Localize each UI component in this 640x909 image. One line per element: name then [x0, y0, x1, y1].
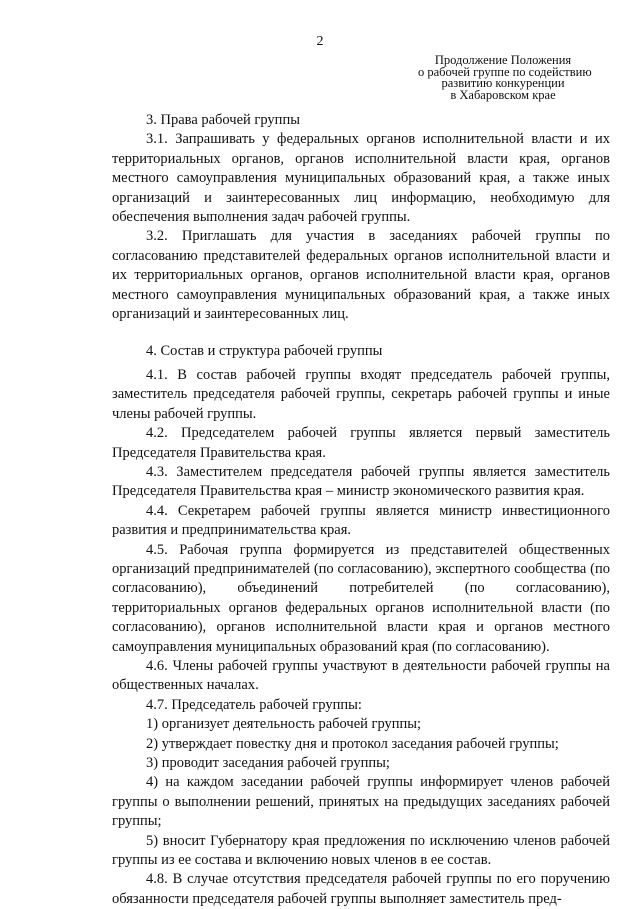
list-item: 3) проводит заседания рабочей группы; — [146, 755, 390, 771]
paragraph: 4.1. В состав рабочей группы входят председатель рабочей группы, заместитель председателя рабочей группы, секретарь рабочей группы и иные члены рабочей группы. — [112, 366, 610, 422]
header-line: Продолжение Положения — [434, 53, 572, 67]
section-title: 3. Права рабочей группы — [146, 112, 300, 128]
page-number: 2 — [316, 34, 324, 49]
paragraph: 4.3. Заместителем председателя рабочей группы является заместитель Председателя Правительства края – министр экономического развития края. — [112, 463, 610, 500]
document-body — [112, 111, 610, 909]
paragraph: 4.5. Рабочая группа формируется из представителей общественных организаций предпринимателей (по согласованию), экспертного сообщества (по согласованию), объединений потребителей (по согласованию), территориальных органов федеральных органов исполнительной власти (по согласованию), органов исполнительной власти края и органов местного самоуправления муниципальных образований края (по согласованию). — [112, 541, 610, 655]
list-item: 5) вносит Губернатору края предложения по исключению членов рабочей группы из ее состава и включению новых членов в ее состав. — [112, 832, 610, 869]
header-line: о рабочей группе по содействию — [418, 64, 592, 79]
paragraph: 4.4. Секретарем рабочей группы является министр инвестиционного развития и предпринимательства края. — [112, 502, 610, 539]
list-item: 1) организует деятельность рабочей группы; — [146, 716, 422, 733]
paragraph: 3.2. Приглашать для участия в заседаниях рабочей группы по согласованию представителей федеральных органов исполнительной власти и их территориальных органов, органов исполнительной власти края, органов местного самоуправления муниципальных образований края, а также иных организаций и заинтересованных лиц. — [112, 228, 610, 323]
document-header — [418, 53, 592, 102]
header-line: развитию конкуренции — [441, 76, 565, 90]
list-item: 2) утверждает повестку дня и протокол заседания рабочей группы; — [146, 735, 559, 752]
header-line: в Хабаровском крае — [450, 87, 556, 102]
paragraph: 4.2. Председателем рабочей группы является первый заместитель Председателя Правительства края. — [112, 425, 610, 461]
paragraph: 4.8. В случае отсутствия председателя рабочей группы по его поручению обязанности председателя рабочей группы выполняет заместитель пред- — [112, 871, 610, 907]
paragraph: 3.1. Запрашивать у федеральных органов исполнительной власти и их территориальных органов, органов исполнительной власти края, органов местного самоуправления муниципальных образований края, а также иных организаций и заинтересованных лиц информацию, необходимую для обеспечения выполнения задач рабочей группы. — [112, 131, 610, 226]
section-title: 4. Состав и структура рабочей группы — [146, 343, 383, 360]
paragraph: 4.6. Члены рабочей группы участвуют в деятельности рабочей группы на общественных началах. — [112, 657, 610, 694]
list-item: 4) на каждом заседании рабочей группы информирует членов рабочей группы о выполнении решений, принятых на предыдущих заседаниях рабочей группы; — [112, 774, 610, 830]
paragraph: 4.7. Председатель рабочей группы: — [146, 696, 362, 713]
